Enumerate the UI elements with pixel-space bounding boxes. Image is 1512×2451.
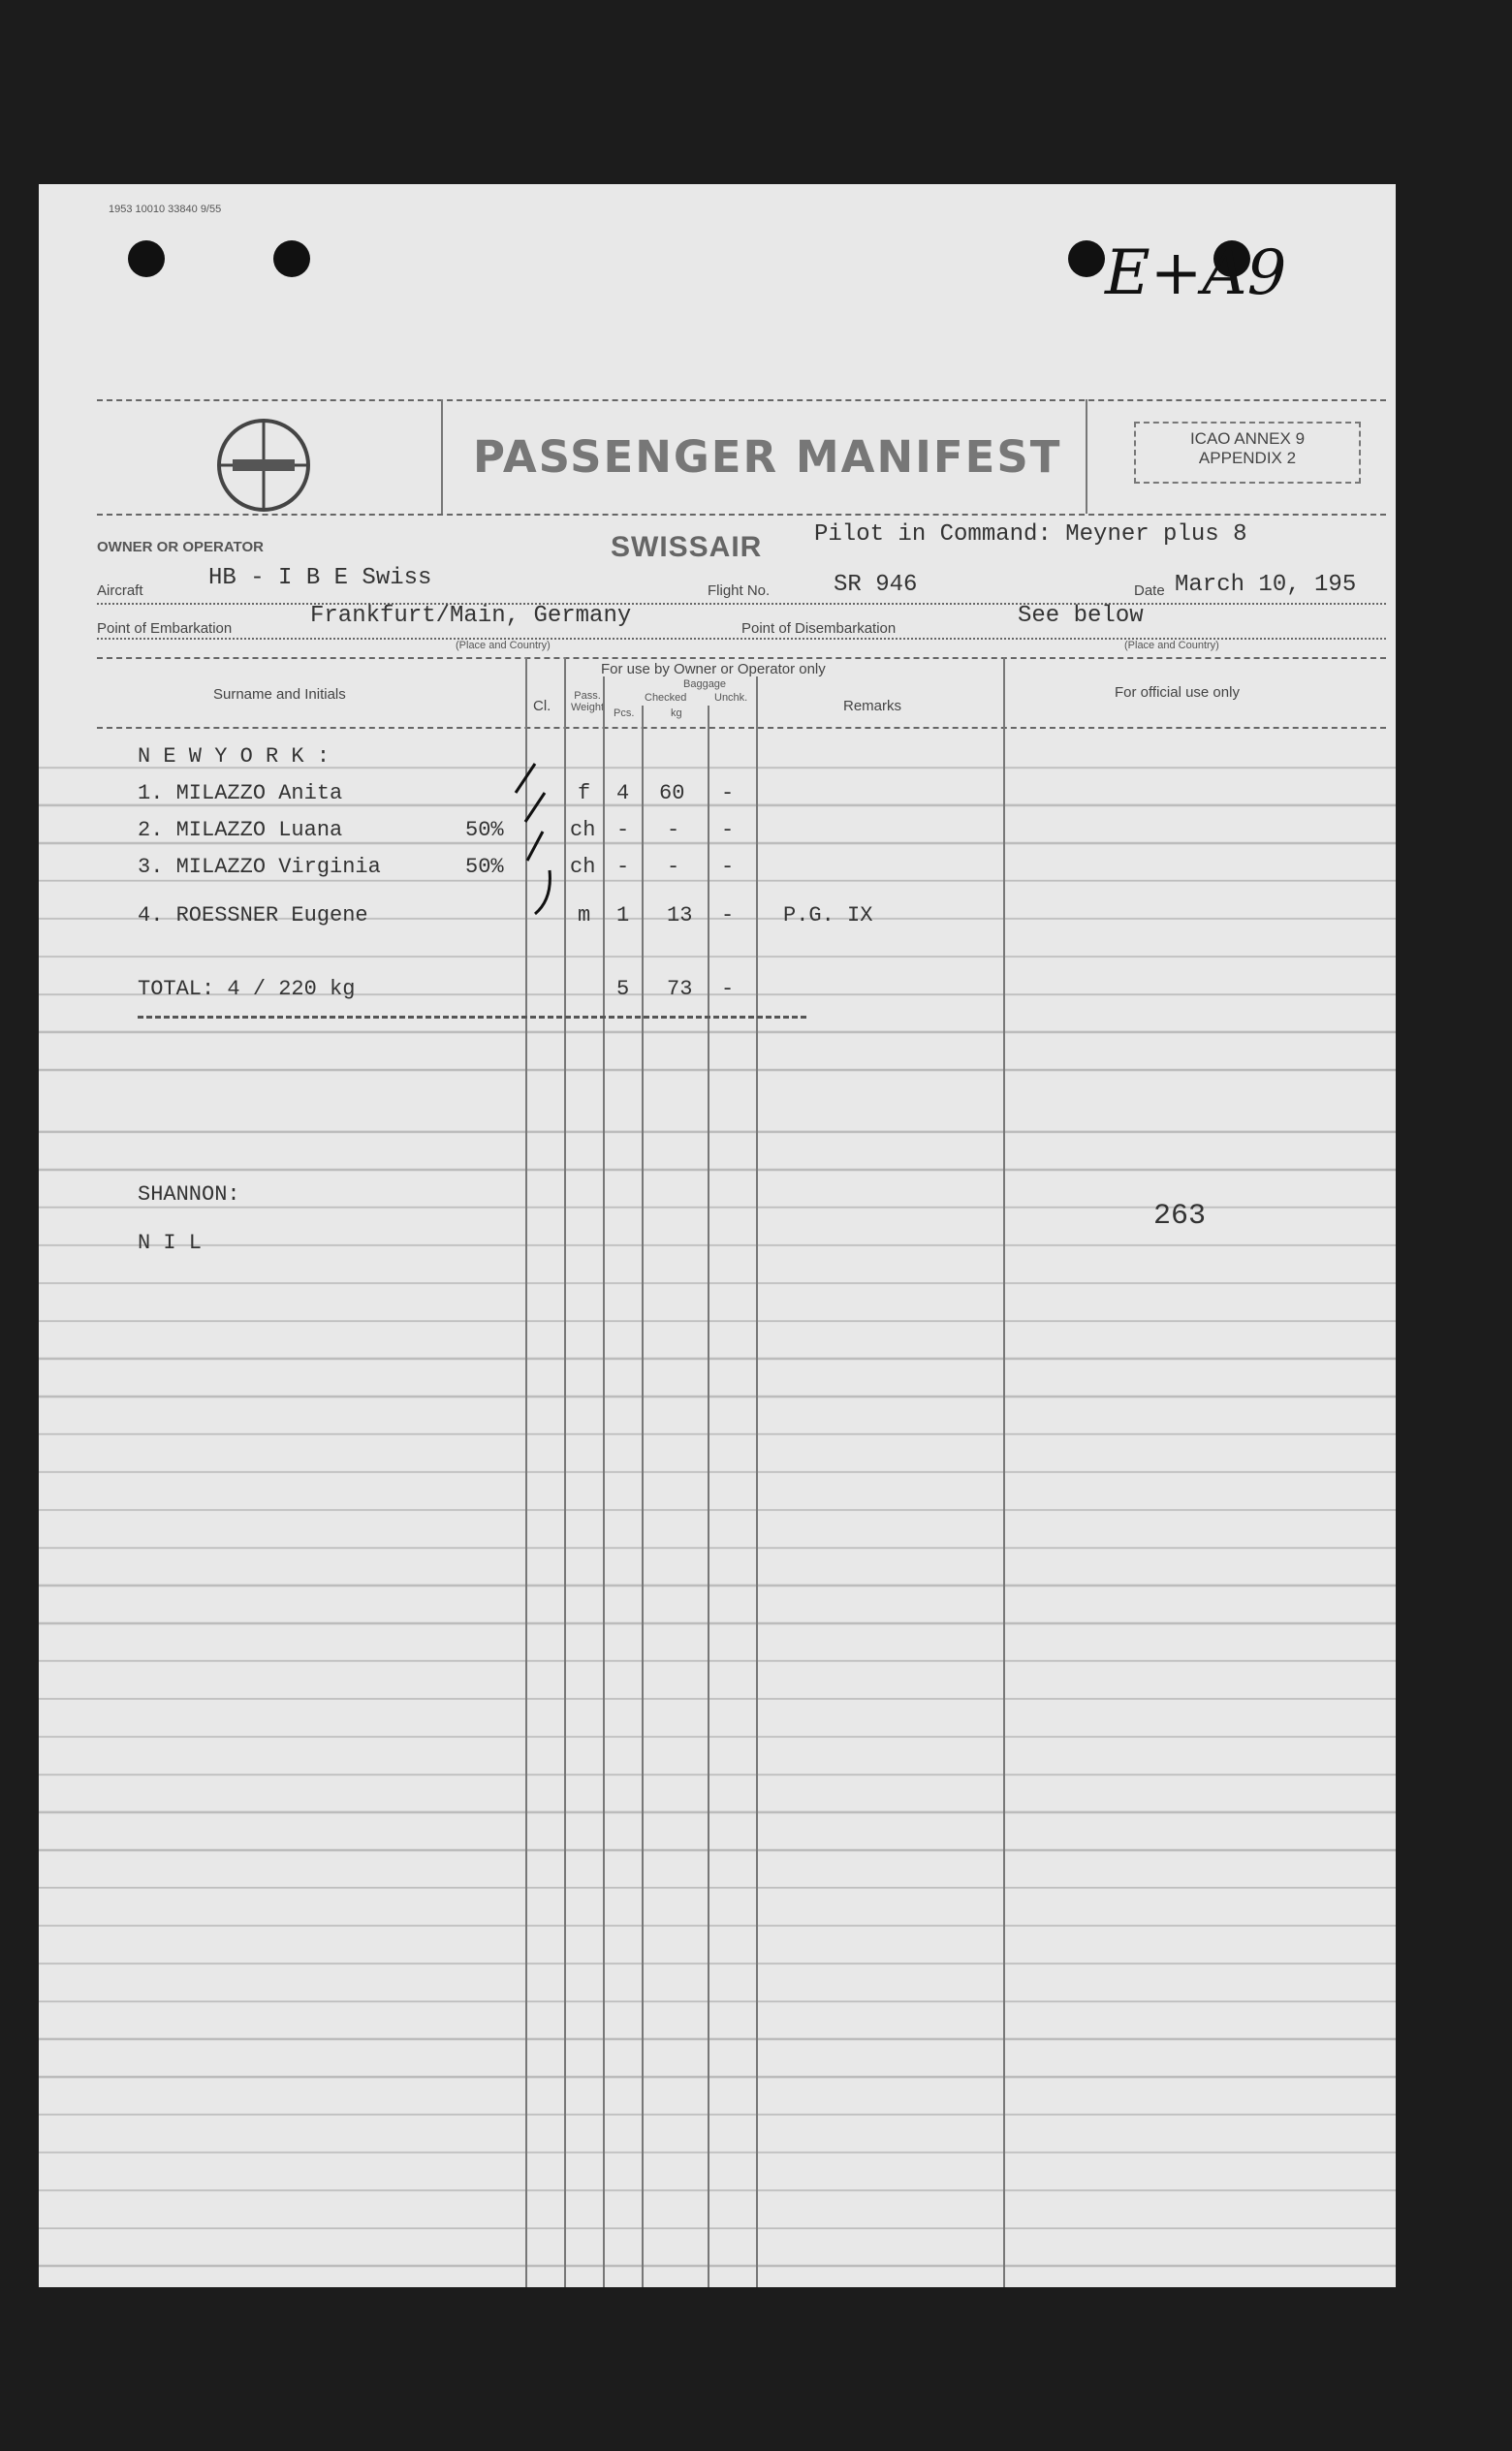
passenger-unchk: - xyxy=(721,903,735,927)
punch-hole-right-1 xyxy=(1068,240,1105,277)
header-top-rule xyxy=(97,399,1386,401)
passenger-kg: - xyxy=(667,855,680,879)
col-baggage: Baggage xyxy=(683,678,727,690)
passenger-name: 2. MILAZZO Luana xyxy=(138,818,343,842)
page-title: PASSENGER MANIFEST xyxy=(473,431,1062,483)
date-label: Date xyxy=(1134,582,1165,599)
col-official: For official use only xyxy=(1115,684,1240,701)
col-surname: Surname and Initials xyxy=(213,686,346,703)
airline-logo xyxy=(213,415,314,516)
passenger-pcs: - xyxy=(616,818,630,842)
col-unchecked: Unchk. xyxy=(714,692,748,704)
col-remarks: Remarks xyxy=(843,698,902,714)
passenger-kg: - xyxy=(667,818,680,842)
section-new-york: N E W Y O R K : xyxy=(138,744,331,769)
col-line-7 xyxy=(1003,657,1005,2287)
punch-hole-left-1 xyxy=(128,240,165,277)
aircraft-label: Aircraft xyxy=(97,582,143,599)
total-underline xyxy=(138,1016,806,1019)
col-line-5 xyxy=(708,706,709,2287)
passenger-class: m xyxy=(578,903,591,927)
date-value: March 10, 195 xyxy=(1175,572,1357,598)
passenger-name: 1. MILAZZO Anita xyxy=(138,781,343,805)
passenger-remarks: P.G. IX xyxy=(783,903,873,927)
place-country-2: (Place and Country) xyxy=(1124,640,1219,651)
icao-box xyxy=(1134,422,1361,484)
passenger-name: 3. MILAZZO Virginia xyxy=(138,855,381,879)
col-line-6 xyxy=(756,676,758,2287)
aircraft-value: HB - I B E Swiss xyxy=(208,565,432,591)
embark-value: Frankfurt/Main, Germany xyxy=(310,603,632,629)
embark-label: Point of Embarkation xyxy=(97,620,233,637)
flight-label: Flight No. xyxy=(708,582,771,599)
col-cl: Cl. xyxy=(533,698,551,714)
passenger-class: f xyxy=(578,781,591,805)
col-owner-use: For use by Owner or Operator only xyxy=(601,661,826,677)
total-kg: 73 xyxy=(667,977,693,1001)
icao-line-2: APPENDIX 2 xyxy=(1198,449,1297,467)
handwritten-mark: E+A9 xyxy=(1105,237,1287,309)
col-pax-weight: Pass. Weight xyxy=(570,690,605,713)
passenger-unchk: - xyxy=(721,818,735,842)
disembark-value: See below xyxy=(1018,603,1144,629)
manifest-page xyxy=(39,184,1396,2287)
table-top-rule xyxy=(97,657,1386,659)
passenger-pcs: 1 xyxy=(616,903,630,927)
official-number: 263 xyxy=(1153,1200,1207,1233)
passenger-kg: 60 xyxy=(659,781,685,805)
aircraft-rule xyxy=(97,603,1386,605)
check-marks xyxy=(506,754,564,928)
passenger-class: ch xyxy=(570,855,596,879)
catalog-number: 1953 10010 33840 9/55 xyxy=(109,204,222,215)
passenger-pcs: 4 xyxy=(616,781,630,805)
embark-rule xyxy=(97,638,1386,640)
section-shannon: SHANNON: xyxy=(138,1182,240,1207)
owner-value: SWISSAIR xyxy=(611,531,763,563)
header-divider-right xyxy=(1086,399,1087,514)
flight-value: SR 946 xyxy=(834,572,918,598)
shannon-value: N I L xyxy=(138,1231,203,1255)
col-line-3 xyxy=(603,676,605,2287)
passenger-class: ch xyxy=(570,818,596,842)
col-kg: kg xyxy=(671,707,682,719)
passenger-pct: 50% xyxy=(465,855,504,879)
owner-label: OWNER OR OPERATOR xyxy=(97,539,264,555)
passenger-name: 4. ROESSNER Eugene xyxy=(138,903,368,927)
col-checked: Checked xyxy=(645,692,687,704)
passenger-pcs: - xyxy=(616,855,630,879)
header-divider-left xyxy=(441,399,443,514)
col-line-4 xyxy=(642,706,644,2287)
col-line-2 xyxy=(564,657,566,2287)
place-country-1: (Place and Country) xyxy=(456,640,551,651)
total-pcs: 5 xyxy=(616,977,630,1001)
passenger-unchk: - xyxy=(721,855,735,879)
table-header-rule xyxy=(97,727,1386,729)
passenger-unchk: - xyxy=(721,781,735,805)
col-pieces: Pcs. xyxy=(614,707,635,719)
passenger-kg: 13 xyxy=(667,903,693,927)
total-label: TOTAL: 4 / 220 kg xyxy=(138,977,356,1001)
punch-hole-left-2 xyxy=(273,240,310,277)
disembark-label: Point of Disembarkation xyxy=(741,620,897,637)
pilot-value: Pilot in Command: Meyner plus 8 xyxy=(814,521,1247,548)
total-unchk: - xyxy=(721,977,735,1001)
icao-line-1: ICAO ANNEX 9 xyxy=(1189,429,1306,448)
passenger-pct: 50% xyxy=(465,818,504,842)
